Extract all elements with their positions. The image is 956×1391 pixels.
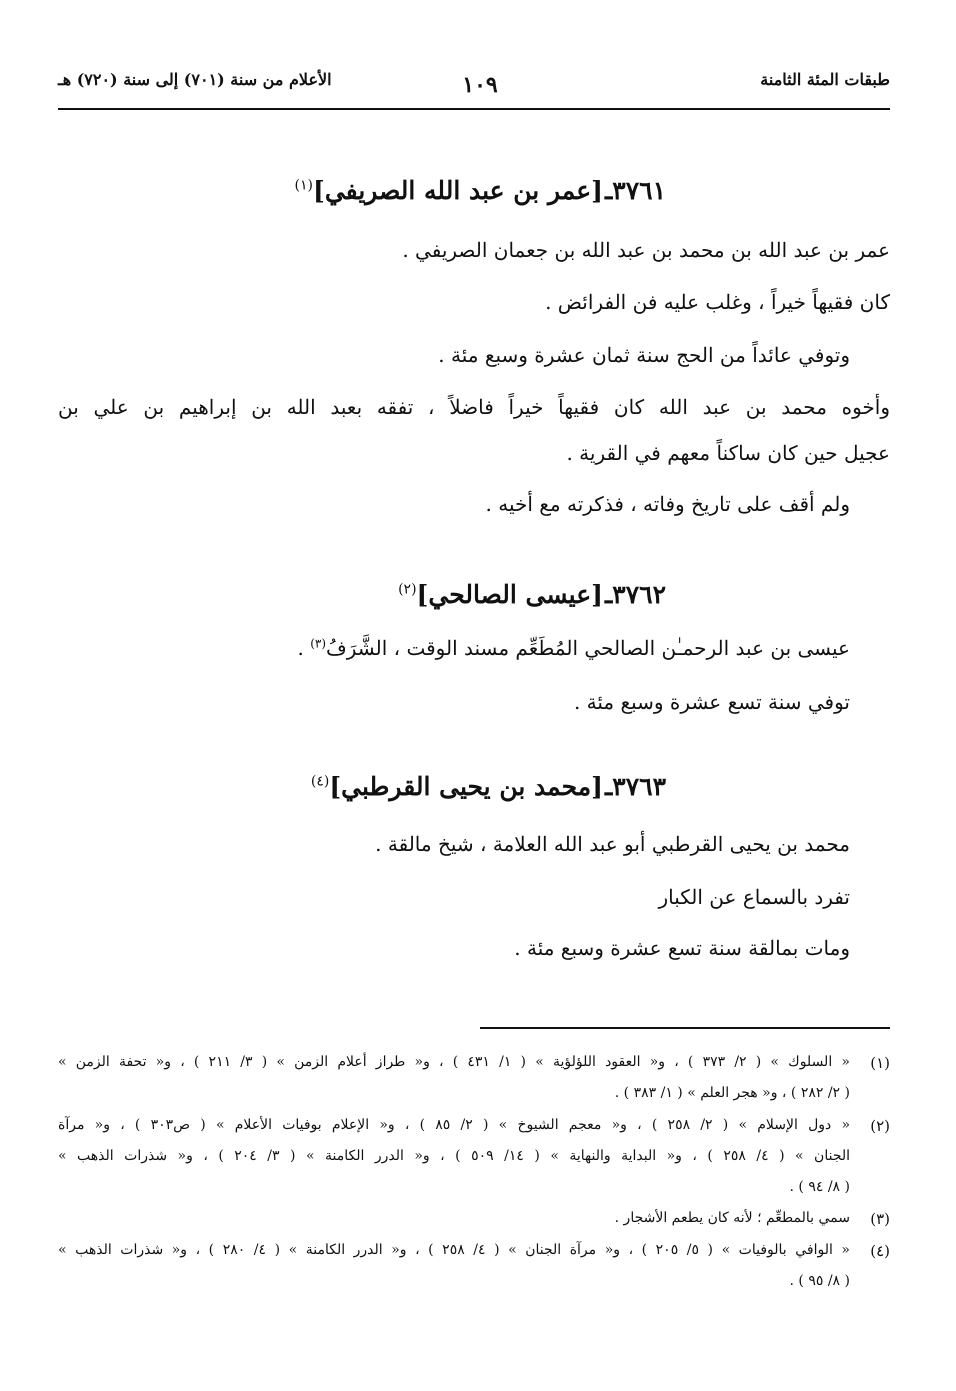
entry-text-line: تفرد بالسماع عن الكبار xyxy=(658,885,850,909)
entry-name: [محمد بن يحيى القرطبي] xyxy=(329,772,603,801)
footnote-line: « السلوك » ( ٢/ ٣٧٣ ) ، و« العقود اللؤلؤية » ( ١/ ٤٣١ ) ، و« طراز أعلام الزمن » ( ٣/ ٢١١ ) ، و« تحفة الزمن » xyxy=(58,1054,850,1070)
footnote-ref: (٢) xyxy=(398,581,417,598)
entry-text-line: توفي سنة تسع عشرة وسبع مئة . xyxy=(573,690,850,714)
entry-number: ٣٧٦٢ـ xyxy=(604,580,666,609)
footnote-ref: (١) xyxy=(294,177,314,194)
footnote-line: « الوافي بالوفيات » ( ٥/ ٢٠٥ ) ، و« مرآة الجنان » ( ٤/ ٢٥٨ ) ، و« الدرر الكامنة » ( ٤/ ٢٨٠ ) ، و« شذرات الذهب » xyxy=(58,1242,850,1258)
entry-text-line: عمر بن عبد الله بن محمد بن عبد الله بن جعمان الصريفي . xyxy=(402,238,890,262)
footnote-divider xyxy=(480,1027,890,1029)
entry-text-line: عجيل حين كان ساكناً معهم في القرية . xyxy=(566,441,890,465)
entry-text: عيسى بن عبد الرحمـٰن الصالحي المُطَعِّم مسند الوقت ، الشَّرَفُ xyxy=(326,636,850,660)
footnote-line: ( ٢/ ٢٨٢ ) ، و« هجر العلم » ( ١/ ٣٨٣ ) . xyxy=(614,1085,850,1101)
footnote-line: ( ٨/ ٩٤ ) . xyxy=(789,1179,850,1195)
entry-text: . xyxy=(297,636,311,660)
footnote-number: (٤) xyxy=(870,1242,890,1260)
entry-text-line: وأخوه محمد بن عبد الله كان فقيهاً خيراً فاضلاً ، تفقه بعبد الله بن إبراهيم بن علي بن xyxy=(58,395,890,419)
footnote-ref: (٤) xyxy=(310,773,330,790)
page-number: ١٠٩ xyxy=(462,72,498,98)
footnote-number: (١) xyxy=(870,1054,890,1072)
running-header-title: طبقات المئة الثامنة xyxy=(760,70,890,89)
entry-heading xyxy=(295,176,666,205)
header-divider xyxy=(58,108,890,110)
entry-number: ٣٧٦٣ـ xyxy=(604,772,666,801)
footnote-ref: (٣) xyxy=(310,636,327,651)
entry-heading xyxy=(311,772,666,801)
entry-heading xyxy=(398,580,666,609)
footnote-line: سمي بالمطعِّم ؛ لأنه كان يطعم الأشجار . xyxy=(614,1210,850,1226)
entry-text-line: ولم أقف على تاريخ وفاته ، فذكرته مع أخيه . xyxy=(485,492,850,516)
entry-text-line: ومات بمالقة سنة تسع عشرة وسبع مئة . xyxy=(514,936,850,960)
entry-text-line: محمد بن يحيى القرطبي أبو عبد الله العلامة ، شيخ مالقة . xyxy=(375,832,850,856)
footnote-line: الجنان » ( ٤/ ٢٥٨ ) ، و« البداية والنهاية » ( ١٤/ ٥٠٩ ) ، و« الدرر الكامنة » ( ٣/ ٢٠٤ ) ، و« شذرات الذهب » xyxy=(58,1148,851,1164)
footnote-line: « دول الإسلام » ( ٢/ ٢٥٨ ) ، و« معجم الشيوخ » ( ٢/ ٨٥ ) ، و« الإعلام بوفيات الأعلام » ( ص٣٠٣ ) ، و« مرآة xyxy=(58,1117,851,1133)
footnote-number: (٣) xyxy=(870,1210,890,1228)
running-header-range: الأعلام من سنة (٧٠١) إلى سنة (٧٢٠) هـ xyxy=(58,70,332,89)
entry-name: [عمر بن عبد الله الصريفي] xyxy=(313,176,603,205)
footnote-line: ( ٨/ ٩٥ ) . xyxy=(789,1273,850,1289)
entry-number: ٣٧٦١ـ xyxy=(604,176,666,205)
entry-text-line: كان فقيهاً خيراً ، وغلب عليه فن الفرائض . xyxy=(545,290,890,314)
footnote-number: (٢) xyxy=(870,1117,890,1135)
entry-text-line xyxy=(297,636,850,660)
entry-name: [عيسى الصالحي] xyxy=(416,580,603,609)
entry-text-line: وتوفي عائداً من الحج سنة ثمان عشرة وسبع مئة . xyxy=(438,343,850,367)
